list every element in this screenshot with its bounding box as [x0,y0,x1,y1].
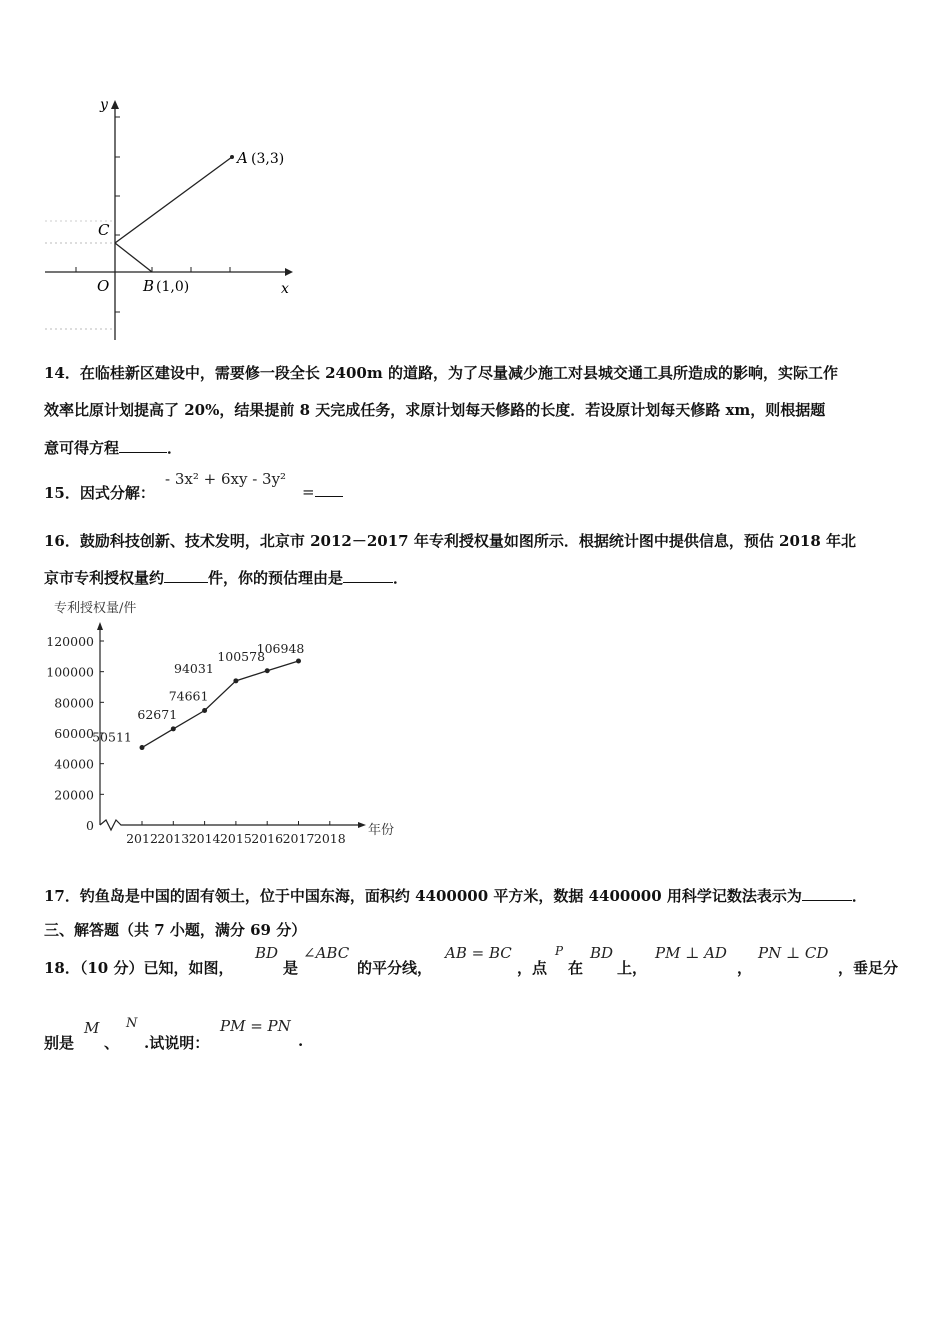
q18-text-5: 在 [568,959,584,977]
q18-text-12: . [298,1032,304,1050]
chart-x-tick-label: 2016 [251,831,284,846]
question-17-end: ． [851,887,867,905]
q18-text-2: 是 [283,959,299,977]
q18-math-p: P [555,944,564,958]
q18-math-ab-bc: AB = BC [445,944,512,962]
point-a-coords: (3,3) [251,151,285,167]
q18-math-pm-pn: PM = PN [220,1017,291,1035]
equals-sign: = [302,483,315,501]
question-17-text: 17．钓鱼岛是中国的固有领土，位于中国东海，面积约 4400000 平方米，数据 4400000 用科学记数法表示为 [44,887,802,905]
answer-blank-14[interactable] [119,440,167,453]
chart-y-tick-label: 40000 [54,756,94,772]
chart-data-label: 62671 [137,706,178,722]
q18-math-m: M [84,1019,100,1037]
origin-label: O [97,277,110,295]
q18-text-8: ，垂足分 [838,959,899,977]
chart-data-point [140,745,145,750]
q18-math-pn-cd: PN ⊥ CD [758,944,829,962]
q18-text-7: ， [737,959,753,977]
q18-math-abc: ∠ABC [303,944,350,962]
question-14-line-3 [44,437,182,458]
question-15-expression: - 3x² + 6xy - 3y² [165,470,287,488]
segment-ca [115,157,232,243]
q18-text-1: 18．（10 分）已知，如图， [44,959,234,977]
question-14-end: ． [167,439,183,457]
chart-data-label: 106948 [256,641,305,657]
question-15-answer [302,483,343,501]
chart-x-label: 年份 [368,823,395,838]
chart-y-tick-label: 20000 [54,787,94,803]
q18-text-9: 别是 [44,1034,75,1052]
q18-text-11: .试说明： [144,1034,210,1052]
q18-math-bd: BD [255,944,279,962]
q18-text-3: 的平分线， [357,959,433,977]
question-16-line-2 [44,567,408,588]
chart-data-label: 100578 [217,648,266,664]
section-3-title: 三、解答题（共 7 小题，满分 69 分） [44,921,307,939]
q18-text-6: 上， [617,959,648,977]
chart-y-tick-label: 120000 [46,634,94,649]
answer-blank-16a[interactable] [164,570,208,583]
chart-y-axis-arrow-icon [97,622,103,630]
x-axis-arrow-icon [285,268,293,276]
q18-math-n: N [126,1016,138,1031]
y-axis-arrow-icon [111,100,119,109]
chart-x-tick-label: 2012 [126,831,158,846]
chart-series-line [142,661,299,748]
chart-x-tick-label: 2018 [313,831,346,846]
answer-blank-16b[interactable] [343,570,393,583]
y-axis-label: y [100,97,108,113]
point-b-label: B [143,277,155,295]
question-15 [44,482,155,503]
coordinate-figure [40,95,300,350]
chart-data-point [202,708,207,713]
point-a [230,155,234,159]
point-c-label: C [98,221,110,239]
question-16-text-a: 京市专利授权量约 [44,569,165,587]
chart-y-label: 专利授权量/件 [54,601,137,616]
question-16-end: ． [393,569,409,587]
question-16-line-1: 16．鼓励科技创新、技术发明，北京市 2012－2017 年专利授权量如图所示．根据统计图中提供信息，预估 2018 年北 [44,532,857,550]
chart-data-point [296,659,301,664]
chart-y-tick-label: 100000 [46,664,94,680]
question-16-text-b: 件，你的预估理由是 [208,569,344,587]
question-17 [44,885,867,906]
chart-data-point [171,726,176,731]
segment-cb [115,243,152,272]
chart-data-label: 50511 [92,729,132,745]
q18-math-pm-ad: PM ⊥ AD [655,944,727,962]
point-a-label: A [237,149,248,167]
question-15-prefix: 15．因式分解： [44,484,155,502]
chart-data-point [233,678,238,683]
answer-blank-15[interactable] [315,484,343,497]
chart-x-axis [100,820,360,830]
x-axis-label: x [281,281,289,297]
answer-blank-17[interactable] [802,888,852,901]
chart-y-tick-label: 60000 [54,726,94,741]
q18-text-4: ，点 [517,959,548,977]
chart-x-tick-label: 2014 [188,831,221,846]
chart-x-axis-arrow-icon [358,822,366,828]
chart-x-tick-label: 2017 [282,831,315,846]
q18-text-10: 、 [104,1034,120,1052]
chart-y-tick-label: 80000 [54,695,94,711]
chart-y-tick-label: 0 [86,818,94,833]
question-14-line-1: 14．在临桂新区建设中，需要修一段全长 2400m 的道路，为了尽量减少施工对县城交通工具所造成的影响，实际工作 [44,364,838,382]
chart-x-tick-label: 2013 [157,831,190,846]
chart-x-tick-label: 2015 [219,831,252,846]
chart-data-label: 94031 [174,660,214,676]
chart-data-point [265,668,270,673]
patent-line-chart [40,596,400,856]
question-14-line-2: 效率比原计划提高了 20%，结果提前 8 天完成任务，求原计划每天修路的长度．若设原计划每天修路 xm，则根据题 [44,401,826,419]
chart-data-label: 74661 [168,688,209,704]
q18-math-bd-2: BD [590,944,614,962]
question-14-text: 意可得方程 [44,439,120,457]
point-b-coords: (1,0) [156,279,190,295]
